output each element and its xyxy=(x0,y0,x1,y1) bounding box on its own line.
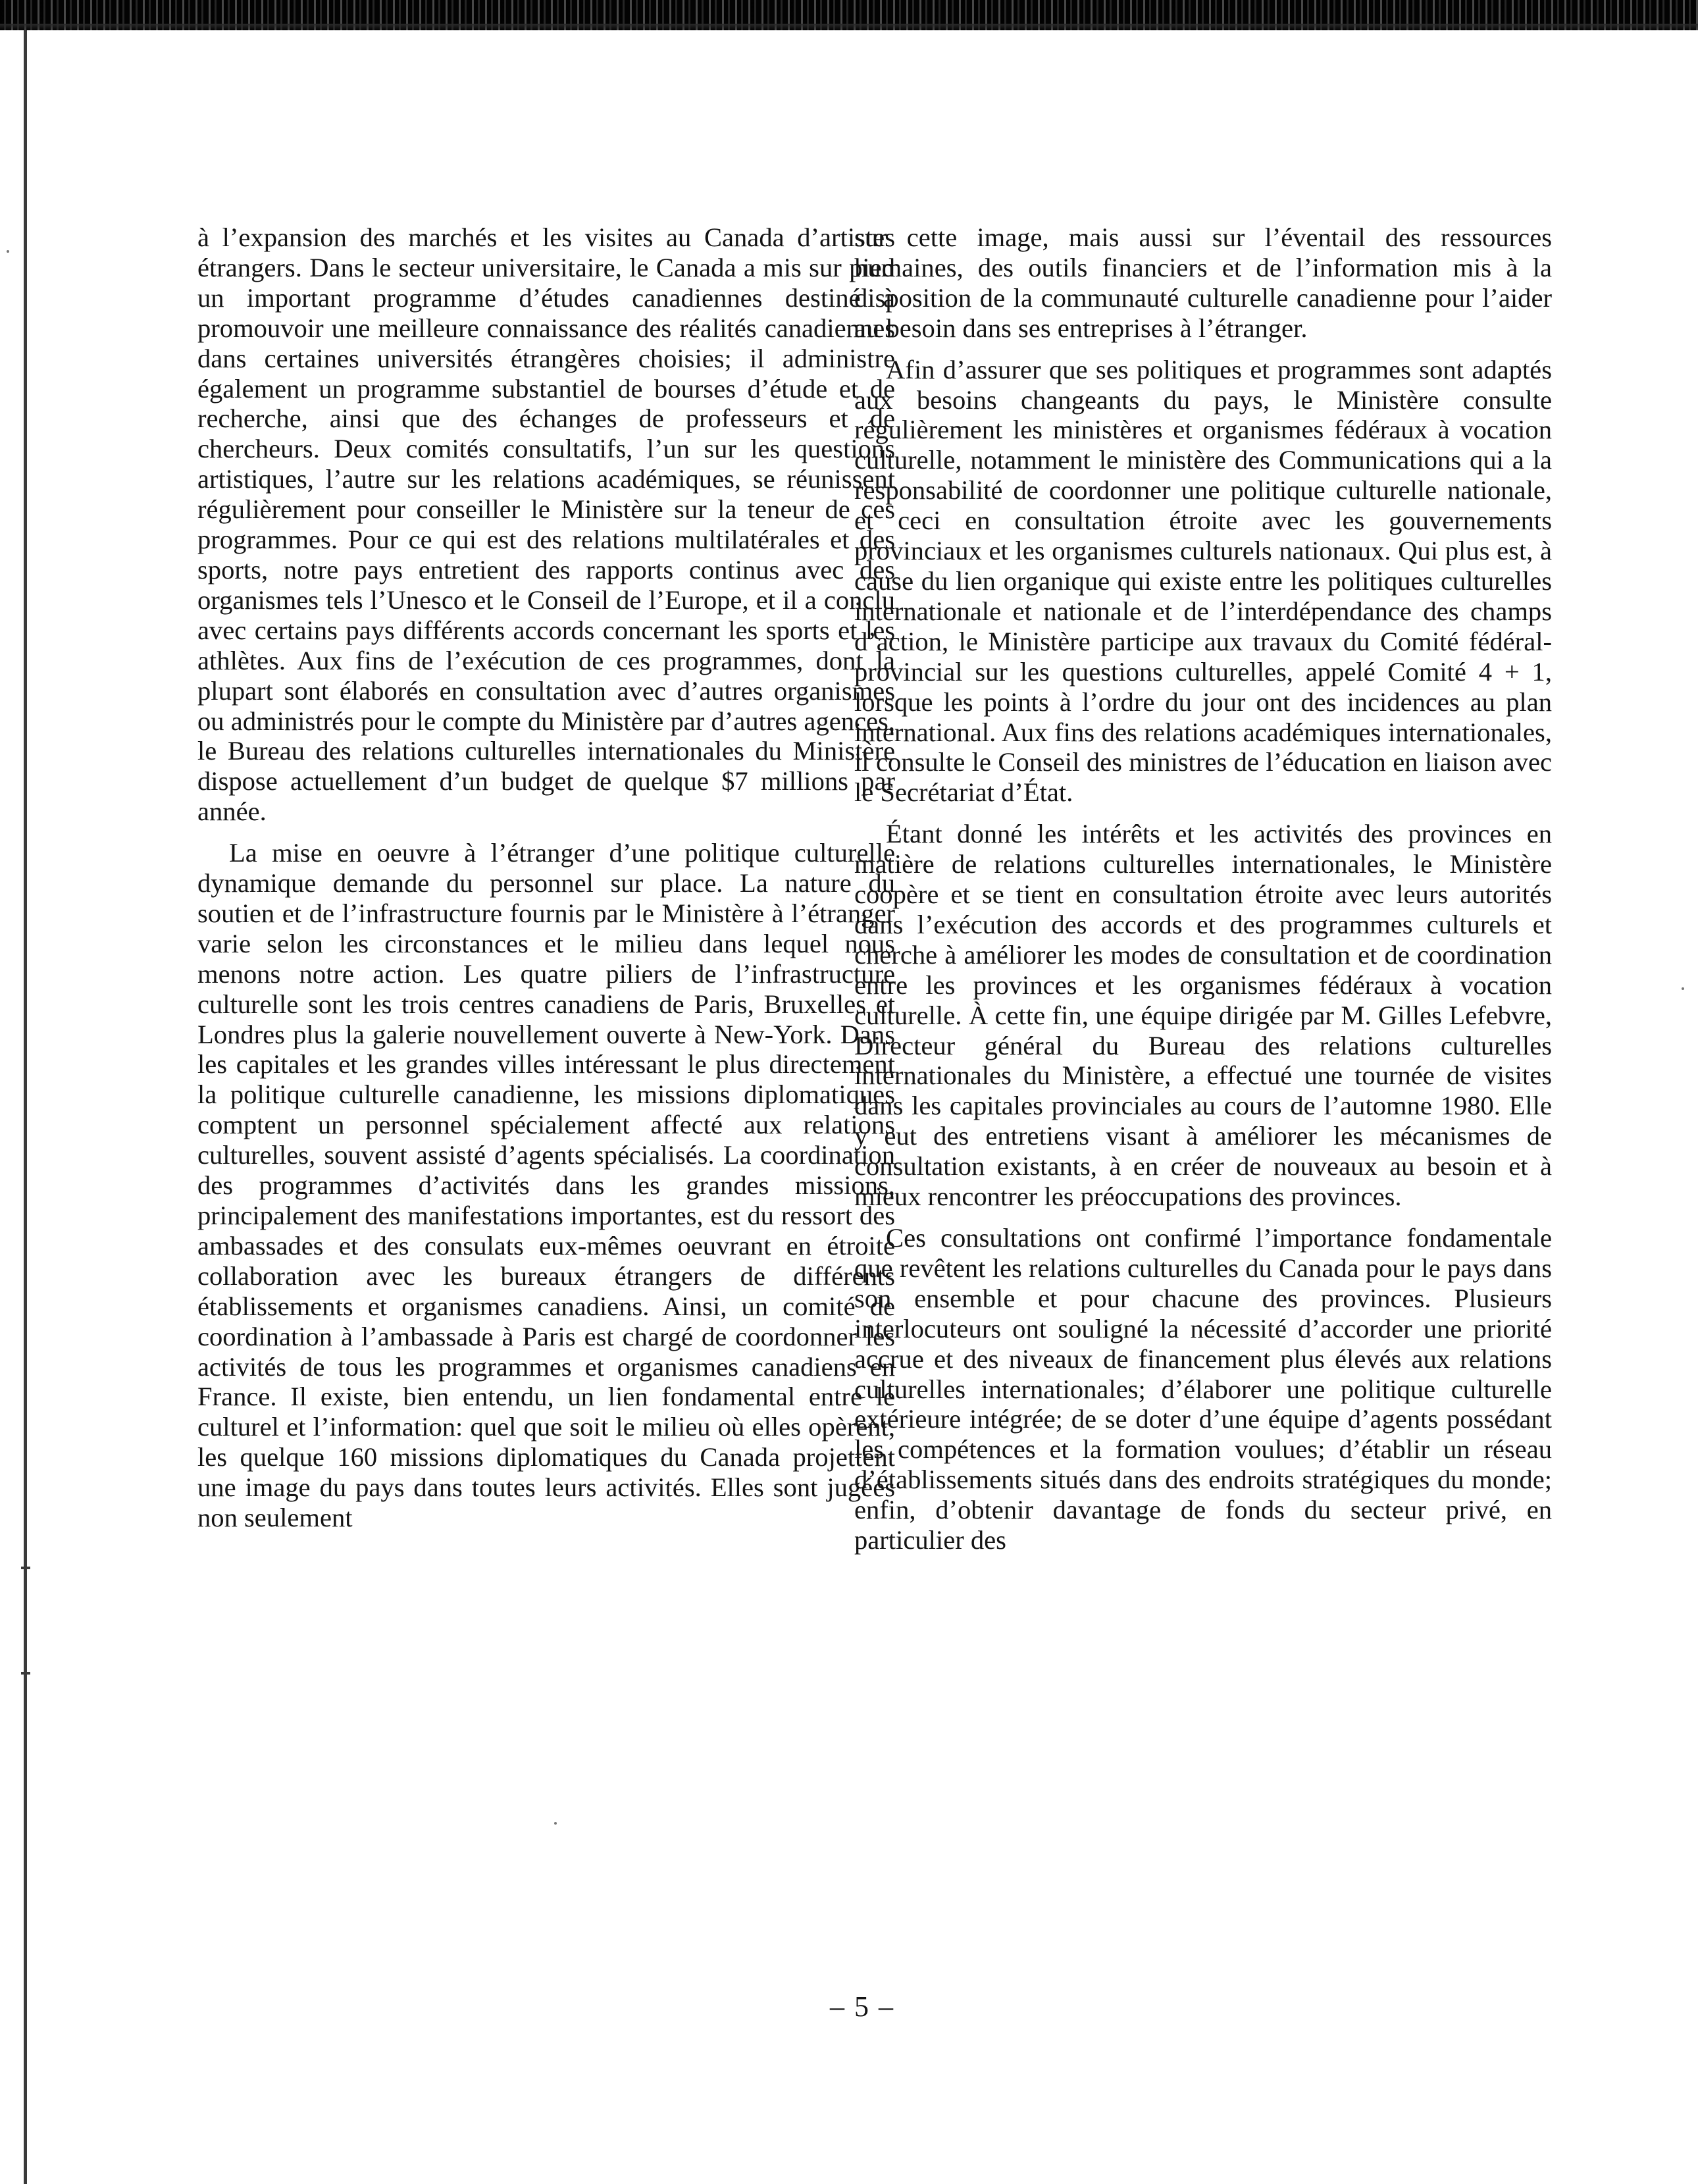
page-number: – 5 – xyxy=(830,1990,894,2023)
scan-speck xyxy=(1682,987,1684,990)
page-edge-line xyxy=(24,30,27,2184)
left-column xyxy=(197,222,895,1544)
paragraph: La mise en oeuvre à l’étranger d’une politique culturelle dynamique demande du personnel sur place. La nature du soutien et de l’infrastructure fournis par le Ministère à l’étranger varie selon les circonstances et le milieu dans lequel nous menons notre action. Les quatre piliers de l’infrastructure culturelle sont les trois centres canadiens de Paris, Bruxelles et Londres plus la galerie nouvellement ouverte à New-York. Dans les capitales et les grandes villes intéressant le plus directement la politique culturelle canadienne, les missions diplomatiques comptent un personnel spécialement affecté aux relations culturelles, souvent assisté d’agents spécialisés. La coordination des programmes d’activités dans les grandes missions, principalement des manifestations importantes, est du ressort des ambassades et des consulats eux-mêmes oeuvrant en étroite collaboration avec les bureaux étrangers de différents établissements et organismes canadiens. Ainsi, un comité de coordination à l’ambassade à Paris est chargé de coordonner les activités de tous les programmes et organismes canadiens en France. Il existe, bien entendu, un lien fondamental entre le culturel et l’information: quel que soit le milieu où elles opèrent, les quelque 160 missions diplomatiques du Canada projettent une image du pays dans toutes leurs activités. Elles sont jugées non seulement xyxy=(197,838,895,1533)
paragraph: à l’expansion des marchés et les visites au Canada d’artistes étrangers. Dans le secteur universitaire, le Canada a mis sur pied un important programme d’études canadiennes destiné à promouvoir une meilleure connaissance des réalités canadiennes dans certaines universités étrangères choisies; il administre également un programme substantiel de bourses d’étude et de recherche, ainsi que des échanges de professeurs et de chercheurs. Deux comités consultatifs, l’un sur les questions artistiques, l’autre sur les relations académiques, se réunissent régulièrement pour conseiller le Ministère sur la teneur de ces programmes. Pour ce qui est des relations multilatérales et des sports, notre pays entretient des rapports continus avec des organismes tels l’Unesco et le Conseil de l’Europe, et il a conclu avec certains pays différents accords concernant les sports et les athlètes. Aux fins de l’exécution de ces programmes, dont la plupart sont élaborés en consultation avec d’autres organismes ou administrés pour le compte du Ministère par d’autres agences, le Bureau des relations culturelles internationales du Ministère dispose actuellement d’un budget de quelque $7 millions par année. xyxy=(197,222,895,827)
scan-speck xyxy=(554,1822,557,1825)
paragraph: Afin d’assurer que ses politiques et programmes sont adaptés aux besoins changeants du pays, le Ministère consulte régulièrement les ministères et organismes fédéraux à vocation culturelle, notamment le ministère des Communications qui a la responsabilité de coordonner une politique culturelle nationale, et ceci en consultation étroite avec les gouvernements provinciaux et les organismes culturels nationaux. Qui plus est, à cause du lien organique qui existe entre les politiques culturelles internationale et nationale et de l’interdépendance des champs d’action, le Ministère participe aux travaux du Comité fédéral-provincial sur les questions culturelles, appelé Comité 4 + 1, lorsque les points à l’ordre du jour ont des incidences au plan international. Aux fins des relations académiques internationales, il consulte le Conseil des ministres de l’éducation en liaison avec le Secrétariat d’État. xyxy=(854,354,1552,808)
paragraph: sur cette image, mais aussi sur l’éventail des ressources humaines, des outils financiers et de l’information mis à la disposition de la communauté culturelle canadienne pour l’aider au besoin dans ses entreprises à l’étranger. xyxy=(854,222,1552,343)
page-edge-mark xyxy=(21,1567,30,1569)
paragraph: Étant donné les intérêts et les activités des provinces en matière de relations culturelles internationales, le Ministère coopère et se tient en consultation étroite avec leurs autorités dans l’exécution des accords et des programmes culturels et cherche à améliorer les modes de consultation et de coordination entre les provinces et les organismes fédéraux à vocation culturelle. À cette fin, une équipe dirigée par M. Gilles Lefebvre, Directeur général du Bureau des relations culturelles internationales du Ministère, a effectué une tournée de visites dans les capitales provinciales au cours de l’automne 1980. Elle y eut des entretiens visant à améliorer les mécanismes de consultation existants, à en créer de nouveaux au besoin et à mieux rencontrer les préoccupations des provinces. xyxy=(854,819,1552,1212)
right-column xyxy=(854,222,1552,1567)
paragraph: Ces consultations ont confirmé l’importance fondamentale que revêtent les relations culturelles du Canada pour le pays dans son ensemble et pour chacune des provinces. Plusieurs interlocuteurs ont souligné la nécessité d’accorder une priorité accrue et des niveaux de financement plus élevés aux relations culturelles internationales; d’élaborer une politique culturelle extérieure intégrée; de se doter d’une équipe d’agents possédant les compétences et la formation voulues; d’établir un réseau d’établissements situés dans des endroits stratégiques du monde; enfin, d’obtenir davantage de fonds du secteur privé, en particulier des xyxy=(854,1223,1552,1555)
scan-speck xyxy=(7,250,9,253)
page-edge-mark xyxy=(21,1672,30,1675)
scan-edge-band xyxy=(0,0,1698,30)
